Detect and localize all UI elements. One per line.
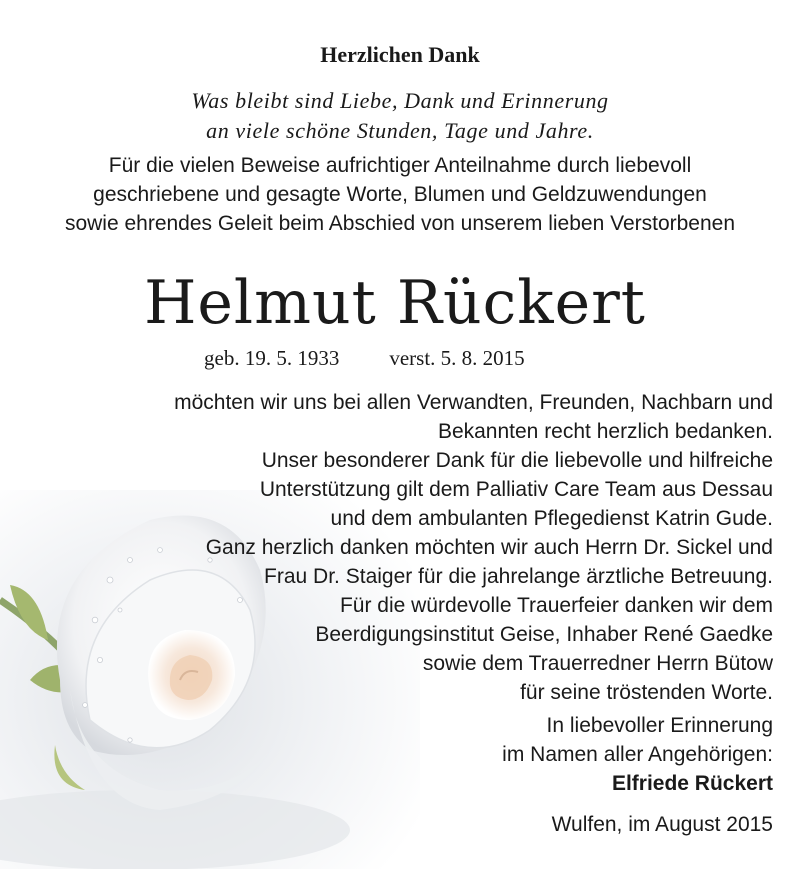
intro-text	[0, 151, 800, 238]
thanks-line: Frau Dr. Staiger für die jahrelange ärztliche Betreuung.	[264, 565, 773, 588]
quote-line: an viele schöne Stunden, Tage und Jahre.	[206, 118, 594, 143]
intro-line: sowie ehrendes Geleit beim Abschied von unserem lieben Verstorbenen	[64, 212, 736, 235]
thanks-line: Ganz herzlich danken möchten wir auch Herrn Dr. Sickel und	[205, 536, 773, 559]
thanks-text	[53, 388, 773, 707]
death-date: verst. 5. 8. 2015	[389, 346, 525, 370]
thanks-line: Bekannten recht herzlich bedanken.	[437, 420, 773, 443]
thanks-line: und dem ambulanten Pflegedienst Katrin Gude.	[330, 507, 773, 530]
thanks-line: möchten wir uns bei allen Verwandten, Freunden, Nachbarn und	[174, 391, 773, 414]
thanks-line: Unterstützung gilt dem Palliativ Care Team aus Dessau	[259, 478, 773, 501]
thanks-line: Unser besonderer Dank für die liebevolle und hilfreiche	[261, 449, 773, 472]
thanks-line: für seine tröstenden Worte.	[520, 681, 773, 704]
thanks-line: Beerdigungsinstitut Geise, Inhaber René Gaedke	[315, 623, 773, 646]
memorial-quote	[0, 86, 800, 146]
intro-line: Für die vielen Beweise aufrichtiger Anteilnahme durch liebevoll	[108, 154, 692, 177]
birth-date: geb. 19. 5. 1933	[204, 346, 340, 370]
signatory-name: Elfriede Rückert	[611, 772, 773, 795]
closing-line: im Namen aller Angehörigen:	[502, 743, 773, 766]
closing-line: In liebevoller Erinnerung	[546, 714, 773, 737]
intro-line: geschriebene und gesagte Worte, Blumen und Geldzuwendungen	[93, 183, 707, 206]
place-date: Wulfen, im August 2015	[551, 813, 773, 836]
life-dates	[204, 346, 525, 371]
heading: Herzlichen Dank	[320, 42, 480, 67]
signature-block	[502, 711, 773, 798]
deceased-name: Helmut Rückert	[144, 268, 646, 338]
thanks-line: sowie dem Trauerredner Herrn Bütow	[422, 652, 773, 675]
quote-line: Was bleibt sind Liebe, Dank und Erinnerung	[191, 88, 609, 113]
thanks-line: Für die würdevolle Trauerfeier danken wir dem	[339, 594, 773, 617]
